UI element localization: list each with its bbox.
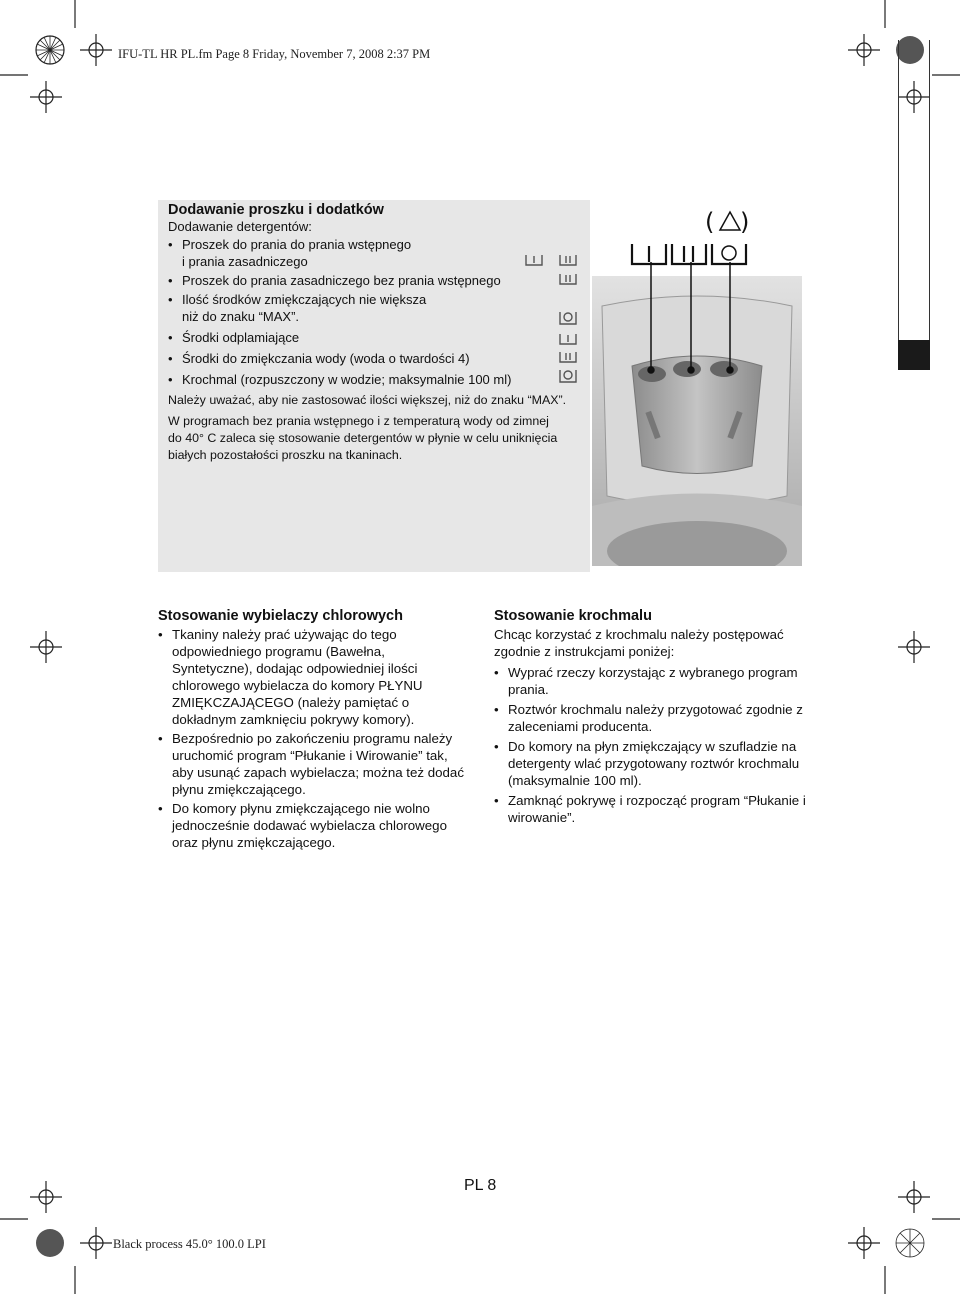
list-item: • Roztwór krochmalu należy przygotować zgodnie z zaleceniami producenta. [494, 701, 814, 735]
header-meta: IFU-TL HR PL.fm Page 8 Friday, November 7, 2008 2:37 PM [118, 47, 431, 61]
softener-icon [560, 370, 576, 382]
compartment-icons [524, 252, 584, 388]
pointer-lines [640, 260, 750, 380]
section-title: Stosowanie krochmalu [494, 608, 652, 624]
footer-meta: Black process 45.0° 100.0 LPI [113, 1237, 266, 1251]
note-max: Należy uważać, aby nie zastosować ilości większej, niż do znaku “MAX”. [168, 393, 567, 407]
list-item: • Do komory na płyn zmiękczający w szufladzie na detergenty wlać przygotowany roztwór krochmalu (maksymalnie 100 ml). [494, 738, 814, 789]
list-item: • Bezpośrednio po zakończeniu programu należy uruchomić program “Płukanie i Wirowanie” tak, aby usunąć zapach wybielacza; można też dodać płynu zmiękczającego. [158, 730, 478, 798]
section-title: Dodawanie proszku i dodatków [168, 202, 384, 218]
list-item: • Proszek do prania zasadniczego bez prania wstępnego [168, 272, 588, 289]
compartment-2-icon [560, 352, 576, 362]
compartment-2-icon [560, 274, 576, 284]
bleach-list [158, 626, 478, 851]
list-item: • Ilość środków zmiękczających nie większa niż do znaku “MAX”. [168, 291, 588, 325]
list-item: • Zamknąć pokrywę i rozpocząć program “Płukanie i wirowanie”. [494, 792, 814, 826]
list-item: • Tkaniny należy prać używając do tego odpowiedniego programu (Bawełna, Syntetyczne), dodając odpowiedniej ilości chlorowego wybielacza do komory PŁYNU ZMIĘKCZAJĄCEGO (należy pamiętać o dokładnym zamknięciu pokrywy komory). [158, 626, 478, 728]
list-item: • Środki do zmiękczania wody (woda o twardości 4) [168, 350, 588, 367]
bleach-section [158, 608, 478, 851]
list-item: • Proszek do prania do prania wstępnego i prania zasadniczego [168, 236, 588, 270]
section-tab [898, 340, 930, 370]
starch-section [494, 608, 814, 826]
list-item: • Do komory płynu zmiękczającego nie wolno jednocześnie dodawać wybielacza chlorowego oraz płynu zmiękczającego. [158, 800, 478, 851]
edge-line [898, 40, 899, 370]
edge-line [929, 40, 930, 370]
list-item: • Środki odplamiające [168, 329, 588, 346]
compartment-2-icon [560, 255, 576, 265]
section-subtitle: Dodawanie detergentów: [168, 219, 312, 234]
starch-list [494, 664, 814, 826]
list-item: • Wyprać rzeczy korzystając z wybranego program prania. [494, 664, 814, 698]
svg-text:(: ( [705, 208, 715, 236]
svg-text:): ) [740, 208, 750, 236]
page-number: PL 8 [464, 1177, 497, 1194]
starch-intro: Chcąc korzystać z krochmalu należy postępować zgodnie z instrukcjami poniżej: [494, 627, 784, 659]
section-title: Stosowanie wybielaczy chlorowych [158, 608, 403, 624]
softener-icon [560, 312, 576, 324]
note-liquid: W programach bez prania wstępnego i z temperaturą wody od zimnej do 40° C zaleca się stosowanie detergentów w płynie w celu uniknięcia białych pozostałości proszku na tkaninach. [168, 414, 558, 462]
list-item: • Krochmal (rozpuszczony w wodzie; maksymalnie 100 ml) [168, 371, 588, 388]
